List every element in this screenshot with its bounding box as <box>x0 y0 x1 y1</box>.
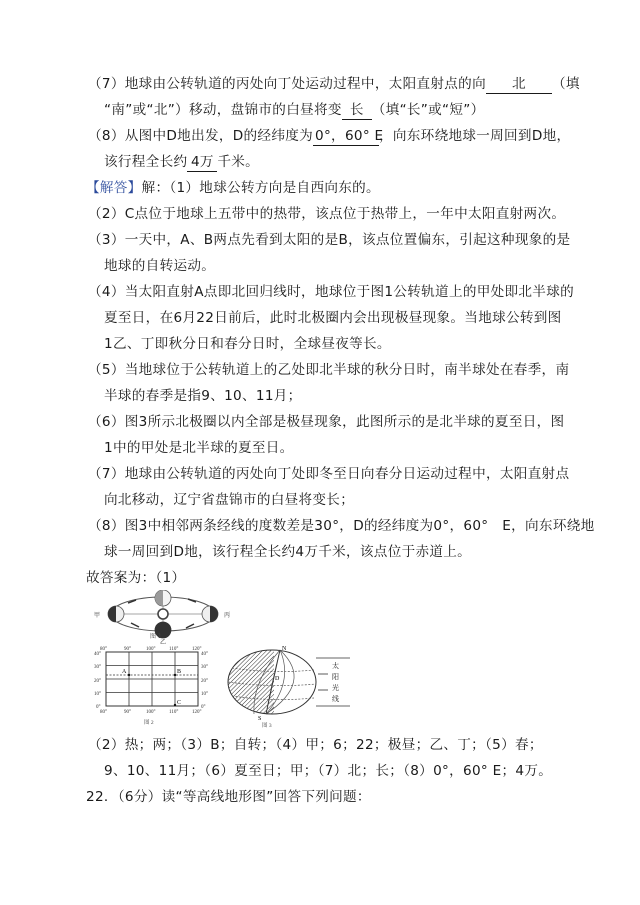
solution-line-4: 地球的自转运动。 <box>104 258 216 274</box>
solution-line-12: （7）地球由公转轨道的丙处向丁处即冬至日向春分日运动过程中，太阳直射点 <box>88 466 570 482</box>
question-8-unit: 千米。 <box>217 154 260 170</box>
solution-line-11: 1中的甲处是北半球的夏至日。 <box>104 440 294 456</box>
solution-line-2: （2）C点位于地球上五带中的热带，该点位于热带上，一年中太阳直射两次。 <box>88 206 566 222</box>
top-lon-label: 90° <box>124 647 131 652</box>
point-c-marker <box>174 704 176 706</box>
solution-line-14: （8）图3中相邻两条经线的度数差是30°，D的经纬度为0°，60° E，向东环绕地 <box>88 518 595 534</box>
solution-line-8: （5）当地球位于公转轨道上的乙处即北半球的秋分日时，南半球处在春季，南 <box>88 362 570 378</box>
answer-intro: 故答案为：（1） <box>86 570 186 586</box>
top-lon-label: 100° <box>146 647 156 652</box>
solution-line-6: 夏至日，在6月22日前后，此时北极圈内会出现极昼现象。当地球公转到图 <box>104 310 562 326</box>
top-lon-label: 80° <box>100 647 107 652</box>
top-lon-label: 120° <box>192 647 202 652</box>
grid-lines <box>106 652 198 706</box>
point-b-marker <box>174 674 176 676</box>
answer-blank-coordinates: 0°，60° E <box>315 128 384 144</box>
question-8-text-suffix: ，向东环绕地球一周回到D地， <box>379 128 571 144</box>
solution-line-5: （4）当太阳直射A点即北回归线时，地球位于图1公转轨道上的甲处即北半球的 <box>88 284 574 300</box>
bottom-lon-label: 90° <box>124 710 131 715</box>
solution-line-3: （3）一天中，A、B两点先看到太阳的是B，该点位置偏东，引起这种现象的是 <box>88 232 571 248</box>
lat-label-right: 20° <box>201 679 208 684</box>
point-a-label: A <box>122 669 127 675</box>
question-7-line-2 <box>104 100 485 120</box>
question-7-text: （7）地球由公转轨道的丙处向丁处运动过程中，太阳直射点的向 <box>88 76 486 92</box>
question-8-line-2 <box>104 152 259 172</box>
lat-label-left: 30° <box>94 665 101 670</box>
bottom-lon-label: 100° <box>146 710 156 715</box>
sunlight-label: 线 <box>332 695 339 703</box>
bottom-lon-label: 80° <box>100 710 107 715</box>
bottom-lon-label: 110° <box>169 710 179 715</box>
figure-1-caption: 图 1 <box>150 633 162 640</box>
solution-line-9: 半球的春季是指9、10、11月； <box>104 388 302 404</box>
lat-label-left: 10° <box>94 692 101 697</box>
point-a-marker <box>128 674 130 676</box>
question-7-line-1 <box>88 74 580 94</box>
answers-line-1: （2）热；两；（3）B；自转；（4）甲；6；22；极昼；乙、丁；（5）春； <box>88 737 543 753</box>
sunlight-label: 光 <box>332 684 339 692</box>
figure-2-grid-map <box>90 644 218 726</box>
question-7-hint-2: （填“长”或“短”） <box>371 102 485 118</box>
lat-label-right: 0° <box>201 705 206 710</box>
answers-line-2: 9、10、11月；（6）夏至日；甲；（7）北；长；（8）0°，60° E；4万。 <box>104 763 553 779</box>
top-lon-label: 110° <box>169 647 179 652</box>
lat-label-right: 40° <box>201 652 208 657</box>
question-7-hint: （填 <box>551 76 580 92</box>
south-pole-label: S <box>258 716 262 722</box>
solution-line-15: 球一周回到D地，该行程全长约4万千米，该点位于赤道上。 <box>104 544 472 560</box>
label-bing: 丙 <box>224 613 231 619</box>
solution-line-13: 向北移动，辽宁省盘锦市的白昼将变长； <box>104 492 355 508</box>
question-8-line-1 <box>88 126 570 146</box>
lat-label-left: 0° <box>96 705 101 710</box>
answer-blank-distance: 4万 <box>187 154 217 172</box>
point-c-label: C <box>177 700 182 706</box>
solution-text: 解：（1）地球公转方向是自西向东的。 <box>141 180 380 196</box>
earth-jia-icon <box>108 606 124 622</box>
label-yi: 乙 <box>160 640 167 646</box>
earth-ding-icon <box>155 590 171 606</box>
solution-line-7: 1乙、丁即秋分日和春分日时，全球昼夜等长。 <box>104 336 391 352</box>
earth-bing-icon <box>202 606 218 622</box>
solution-tag: 【解答】 <box>86 180 142 196</box>
question-8-text: （8）从图中D地出发，D的经纬度为 <box>88 128 313 144</box>
sunlight-label: 太 <box>332 662 339 670</box>
figure-2-caption: 图 2 <box>144 720 154 726</box>
north-pole-label: N <box>282 646 287 652</box>
question-8-text-2: 该行程全长约 <box>104 154 188 170</box>
figure-3-caption: 图 3 <box>262 723 272 728</box>
point-b-label: B <box>177 669 182 675</box>
lat-label-left: 40° <box>94 652 101 657</box>
orbit-arrow-icon <box>186 624 194 628</box>
point-d-label: D <box>275 676 280 682</box>
question-7-text-2: “南”或“北”）移动，盘锦市的白昼将变 <box>104 102 342 118</box>
bottom-lon-label: 120° <box>192 710 202 715</box>
sun-icon <box>158 609 168 619</box>
next-question-heading: 22．（6分）读“等高线地形图”回答下列问题： <box>86 789 371 805</box>
answer-blank-long: 长 <box>342 102 372 120</box>
sunlight-label: 阳 <box>332 673 339 681</box>
figure-3-globe-diagram <box>222 644 352 728</box>
solution-line-10: （6）图3所示北极圈以内全部是极昼现象，此图所示的是北半球的夏至日，图 <box>88 414 565 430</box>
answer-blank-north: 北 <box>486 76 552 94</box>
label-jia: 甲 <box>94 613 101 619</box>
lat-label-left: 20° <box>94 679 101 684</box>
figure-1-orbit-diagram <box>88 590 238 646</box>
lat-label-right: 10° <box>201 692 208 697</box>
orbit-arrow-icon <box>131 623 139 627</box>
lat-label-right: 30° <box>201 665 208 670</box>
solution-line-1 <box>86 178 380 198</box>
